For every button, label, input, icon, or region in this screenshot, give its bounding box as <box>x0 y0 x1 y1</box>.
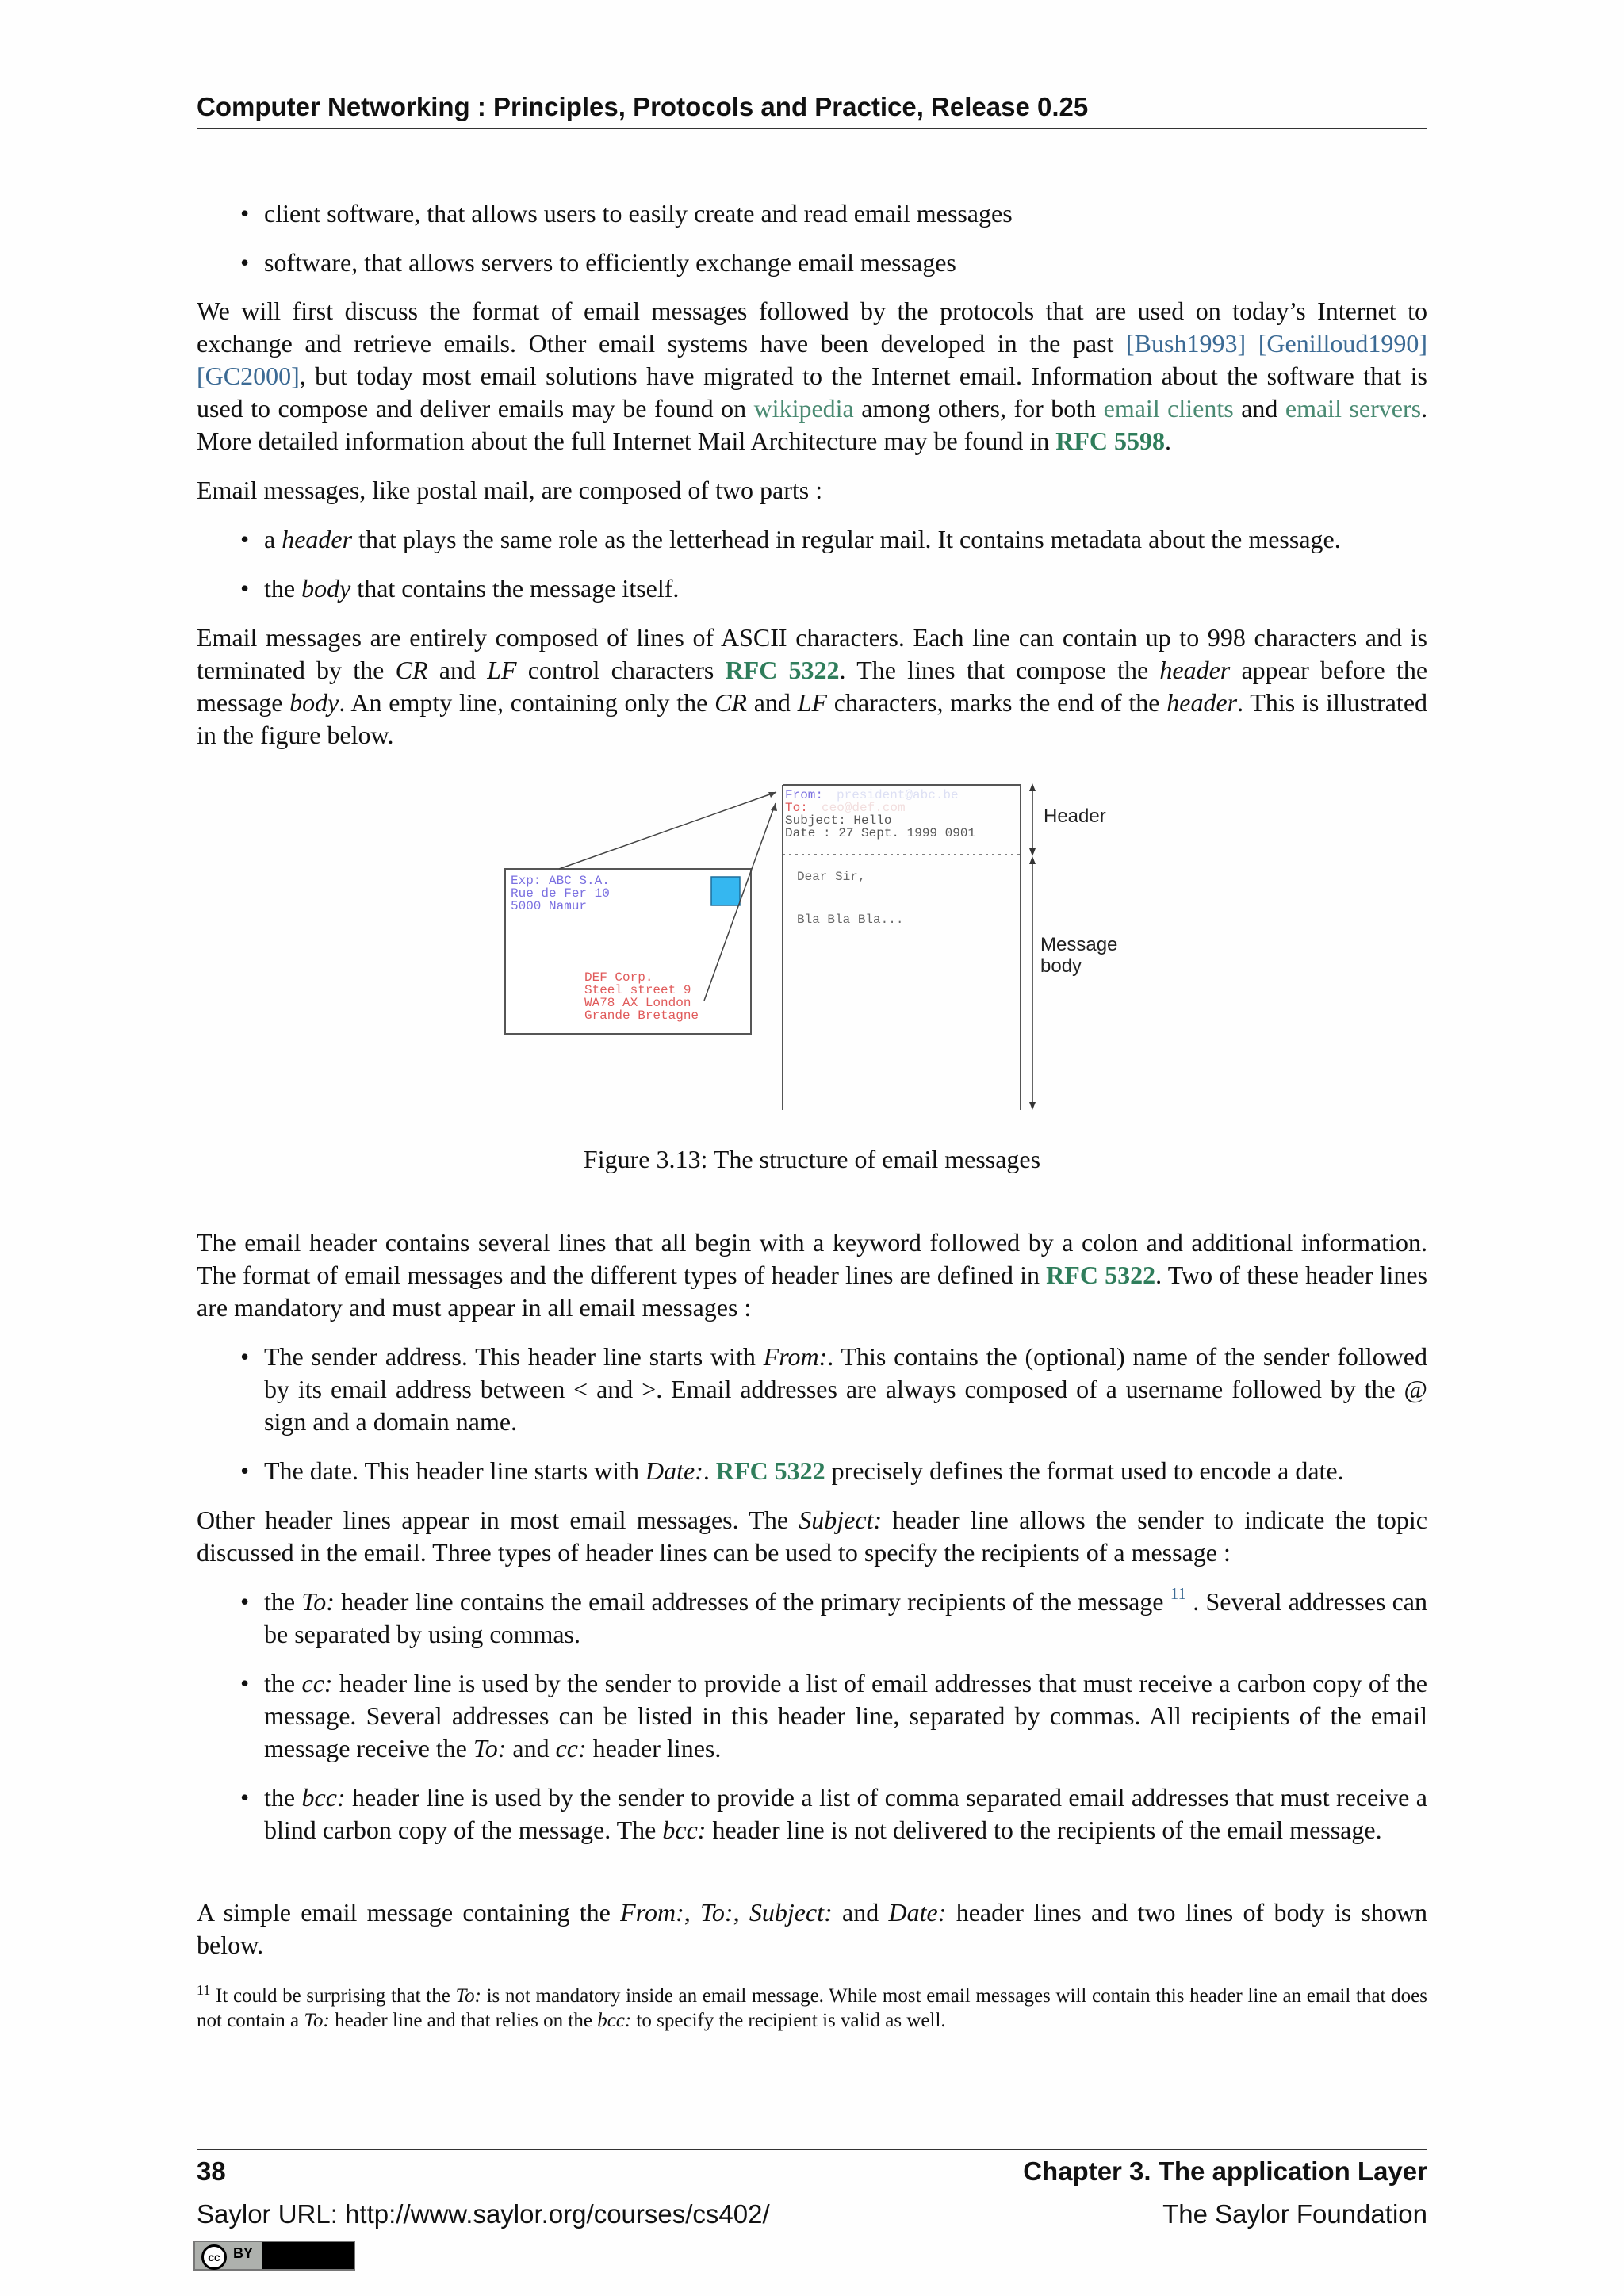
list-item: • The date. This header line starts with Date:. RFC 5322 precisely defines the format used to encode a date. <box>197 1455 1427 1487</box>
list-item: • software, that allows servers to efficiently exchange email messages <box>197 247 1427 279</box>
paragraph-email-systems: We will first discuss the format of email messages followed by the protocols that are used on today’s Internet to exchange and retrieve emails. Other email systems have been developed in the past [Bush1993] [Genilloud1990] [GC2000], but today most email solutions have migrated to the Internet email. Information about the software that is used to compose and deliver emails may be found on wikipedia among others, for both email clients and email servers. More detailed information about the full Internet Mail Architecture may be found in RFC 5598. <box>197 297 1428 455</box>
link-wikipedia[interactable]: wikipedia <box>753 394 854 423</box>
list-item: • client software, that allows users to easily create and read email messages <box>197 197 1427 230</box>
running-header: Computer Networking : Principles, Protocols and Practice, Release 0.25 <box>197 92 1089 121</box>
intro-bullet-list <box>197 197 1427 279</box>
footnote-number: 11 <box>197 1982 211 1998</box>
stamp <box>711 877 740 905</box>
arrowhead <box>1029 856 1036 864</box>
envelope-recipient-line: Grande Bretagne <box>584 1008 699 1023</box>
header-rule <box>197 128 1427 129</box>
envelope-recipient-line: DEF Corp. <box>584 970 653 985</box>
arrowhead <box>771 803 777 811</box>
list-item: • the cc: header line is used by the sender to provide a list of email addresses that must receive a carbon copy of the message. Several addresses can be listed in this header line, separated by commas. All recipients of the email message receive the To: and cc: header lines. <box>197 1667 1427 1765</box>
link-email-servers[interactable]: email servers <box>1285 394 1422 423</box>
label-message: Message <box>1040 934 1118 955</box>
arrowhead <box>1029 1102 1036 1110</box>
email-structure-diagram <box>476 777 1189 1126</box>
citation-bush1993[interactable]: [Bush1993] <box>1126 329 1247 358</box>
citation-genilloud1990[interactable]: [Genilloud1990] <box>1258 329 1428 358</box>
envelope-sender-line: Rue de Fer 10 <box>511 886 610 901</box>
figure-caption: Figure 3.13: The structure of email messages <box>583 1145 1041 1173</box>
paragraph-header-lines: The email header contains several lines that all begin with a keyword followed by a colon and additional information. The format of email messages and the different types of header lines are defined in RFC 5322. Two of these header lines are mandatory and must appear in all email messages : <box>197 1228 1428 1322</box>
envelope-sender-line: Exp: ABC S.A. <box>511 874 610 888</box>
link-rfc-5598[interactable]: RFC 5598 <box>1055 427 1165 455</box>
list-item: • a header that plays the same role as the letterhead in regular mail. It contains metadata about the message. <box>197 523 1427 556</box>
chapter-title: Chapter 3. The application Layer <box>1023 2156 1427 2186</box>
to-value: ceo@def.com <box>822 801 906 815</box>
paragraph-ascii-lines: Email messages are entirely composed of lines of ASCII characters. Each line can contain up to 998 characters and is terminated by the CR and LF control characters RFC 5322. The lines that compose the header appear before the message body. An empty line, containing only the CR and LF characters, marks the end of the header. This is illustrated in the figure below. <box>197 623 1428 749</box>
footnote-reference[interactable]: 11 <box>1170 1584 1186 1603</box>
list-item: • the bcc: header line is used by the sender to provide a list of comma separated email addresses that must receive a blind carbon copy of the message. The bcc: header line is not delivered to the recipients of the email message. <box>197 1781 1427 1846</box>
paragraph-simple-email: A simple email message containing the From:, To:, Subject: and Date: header lines and two lines of body is shown below. <box>197 1898 1428 1959</box>
mandatory-header-bullets <box>197 1341 1427 1487</box>
arrowhead <box>768 792 776 798</box>
arrowhead <box>1029 848 1036 856</box>
parts-bullet-list <box>197 523 1427 605</box>
envelope-sender-line: 5000 Namur <box>511 899 588 913</box>
recipient-header-bullets <box>197 1586 1427 1846</box>
cc-badge-left <box>195 2242 262 2269</box>
footnote: $^{11}$ It could be surprising that the To: is not mandatory inside an email message. While most email messages will contain this header line an email that does not contain a To: header line and that relies on the bcc: to specify the recipient is valid as well. <box>197 1982 1427 2031</box>
list-item: • The sender address. This header line starts with From:. This contains the (optional) name of the sender followed by its email address between < and >. Email addresses are always composed of a username followed by the @ sign and a domain name. <box>197 1341 1427 1438</box>
list-item: • the body that contains the message itself. <box>197 572 1427 605</box>
date-line: Date : 27 Sept. 1999 0901 <box>785 826 976 840</box>
from-value: president@abc.be <box>837 788 959 802</box>
connector-sender-to-from <box>559 792 776 869</box>
email-structure-figure <box>476 777 1189 1126</box>
envelope-recipient-line: WA78 AX London <box>584 996 691 1010</box>
body-line: Bla Bla Bla... <box>797 913 904 927</box>
envelope-recipient-line: Steel street 9 <box>584 983 691 997</box>
footer-rule <box>197 2149 1427 2150</box>
to-label: To: <box>785 801 808 815</box>
link-email-clients[interactable]: email clients <box>1103 394 1234 423</box>
link-rfc-5322[interactable]: RFC 5322 <box>1046 1261 1156 1289</box>
subject-line: Subject: Hello <box>785 813 892 828</box>
label-body: body <box>1040 955 1082 977</box>
cc-license-badge[interactable] <box>193 2241 355 2271</box>
paragraph-other-header-lines: Other header lines appear in most email messages. The Subject: header line allows the sender to indicate the topic discussed in the email. Three types of header lines can be used to specify the recipients of a message : <box>197 1506 1428 1567</box>
list-item: • the To: header line contains the email addresses of the primary recipients of the message $^{11}$ . Several addresses can be separated by using commas. <box>197 1586 1427 1651</box>
page-number: 38 <box>197 2156 226 2186</box>
link-rfc-5322[interactable]: RFC 5322 <box>715 1456 825 1485</box>
cc-icon: cc <box>201 2244 227 2270</box>
body-line: Dear Sir, <box>797 870 866 884</box>
link-rfc-5322[interactable]: RFC 5322 <box>725 656 840 684</box>
from-label: From: <box>785 788 824 802</box>
saylor-url[interactable]: Saylor URL: http://www.saylor.org/courses/cs402/ <box>197 2199 770 2229</box>
citation-gc2000[interactable]: [GC2000] <box>197 362 300 390</box>
paragraph-two-parts: Email messages, like postal mail, are composed of two parts : <box>197 476 823 504</box>
cc-by-label: BY <box>233 2245 254 2261</box>
label-header: Header <box>1044 806 1106 827</box>
arrowhead <box>1029 783 1036 791</box>
foundation-name: The Saylor Foundation <box>1162 2199 1427 2229</box>
